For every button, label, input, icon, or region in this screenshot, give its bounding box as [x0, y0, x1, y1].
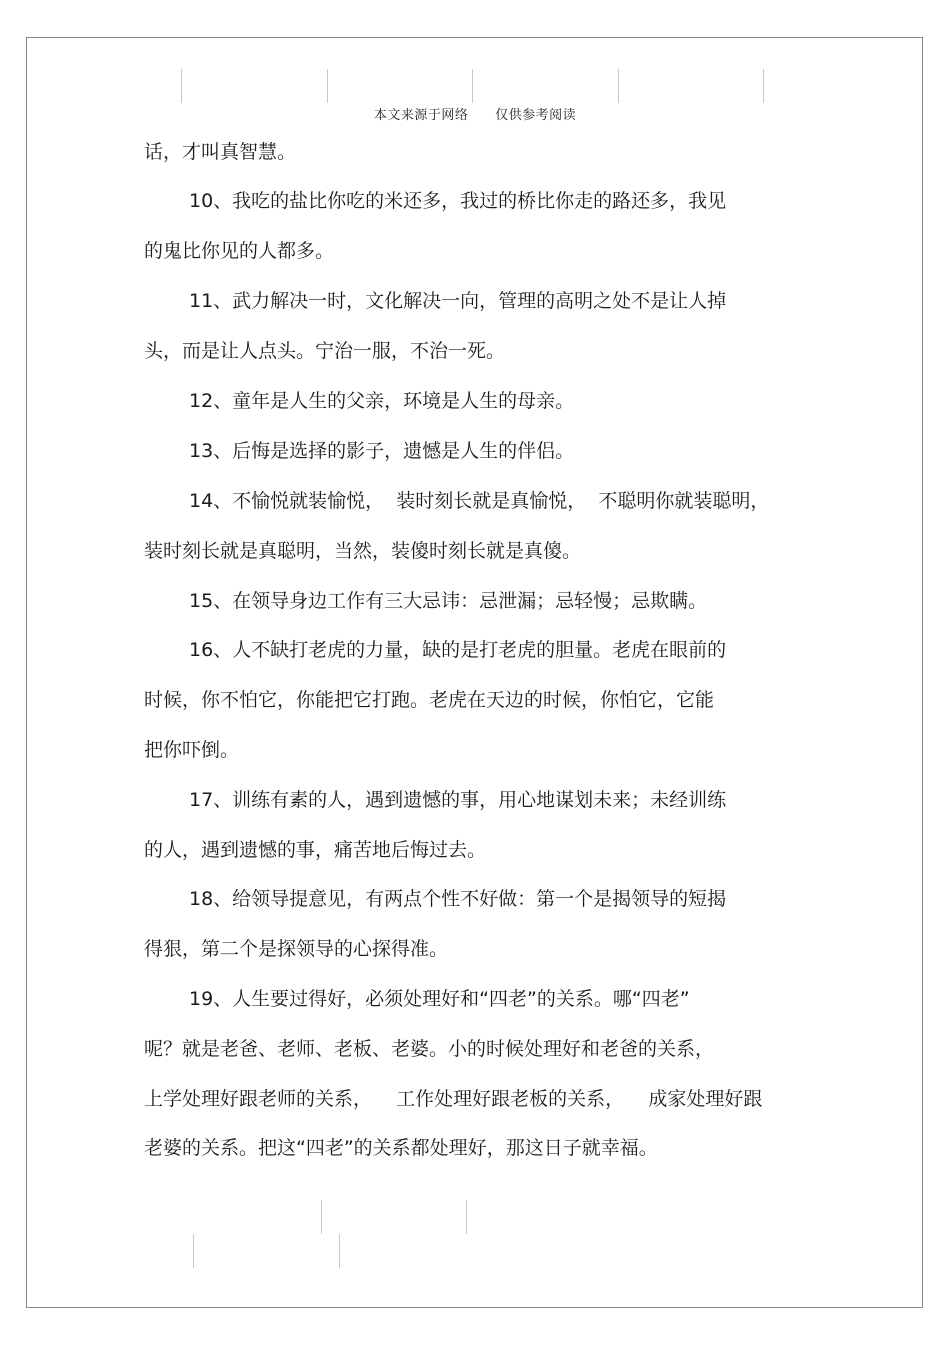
- text-line: 13、后悔是选择的影子，遗憾是人生的伴侣。: [189, 440, 575, 462]
- bottom-rule-4: [339, 1234, 340, 1268]
- text-line: 的鬼比你见的人都多。: [144, 240, 335, 262]
- text-line: 11、武力解决一时，文化解决一向，管理的高明之处不是让人掉: [189, 290, 727, 312]
- text-line: 的人，遇到遗憾的事，痛苦地后悔过去。: [144, 839, 487, 861]
- top-rule-4: [618, 69, 619, 103]
- reference-note: 仅供参考阅读: [495, 108, 577, 123]
- text-line: 头，而是让人点头。宁治一服，不治一死。: [144, 340, 506, 362]
- text-line: 17、训练有素的人，遇到遗憾的事，用心地谋划未来；未经训练: [189, 789, 727, 811]
- bottom-rule-3: [193, 1234, 194, 1268]
- text-line: 装时刻长就是真聪明，当然，装傻时刻长就是真傻。: [144, 540, 582, 562]
- text-line: 16、人不缺打老虎的力量，缺的是打老虎的胆量。老虎在眼前的: [189, 639, 727, 661]
- top-rule-5: [763, 69, 764, 103]
- text-line: 时候，你不怕它，你能把它打跑。老虎在天边的时候，你怕它，它能: [144, 689, 715, 711]
- bottom-rule-1: [321, 1200, 322, 1234]
- header-note: [0, 104, 950, 123]
- text-line: 12、童年是人生的父亲，环境是人生的母亲。: [189, 390, 575, 412]
- top-rule-2: [327, 69, 328, 103]
- text-line: 上学处理好跟老师的关系， 工作处理好跟老板的关系， 成家处理好跟: [144, 1088, 763, 1110]
- top-rule-1: [181, 69, 182, 103]
- source-note: 本文来源于网络: [373, 108, 469, 123]
- text-line: 得狠，第二个是探领导的心探得准。: [144, 938, 449, 960]
- text-line: 把你吓倒。: [144, 739, 240, 761]
- text-line: 18、给领导提意见，有两点个性不好做：第一个是揭领导的短揭: [189, 888, 727, 910]
- text-line: 15、在领导身边工作有三大忌讳：忌泄漏；忌轻慢；忌欺瞒。: [189, 590, 708, 612]
- text-line: 14、不愉悦就装愉悦， 装时刻长就是真愉悦， 不聪明你就装聪明，: [189, 490, 770, 512]
- bottom-rule-2: [466, 1200, 467, 1234]
- top-rule-3: [472, 69, 473, 103]
- text-line: 话，才叫真智慧。: [144, 141, 297, 163]
- page-frame: [26, 37, 923, 1308]
- text-line: 呢？就是老爸、老师、老板、老婆。小的时候处理好和老爸的关系，: [144, 1038, 715, 1060]
- text-line: 老婆的关系。把这“四老”的关系都处理好，那这日子就幸福。: [144, 1137, 658, 1159]
- text-line: 19、人生要过得好，必须处理好和“四老”的关系。哪“四老”: [189, 988, 690, 1010]
- text-line: 10、我吃的盐比你吃的米还多，我过的桥比你走的路还多，我见: [189, 190, 727, 212]
